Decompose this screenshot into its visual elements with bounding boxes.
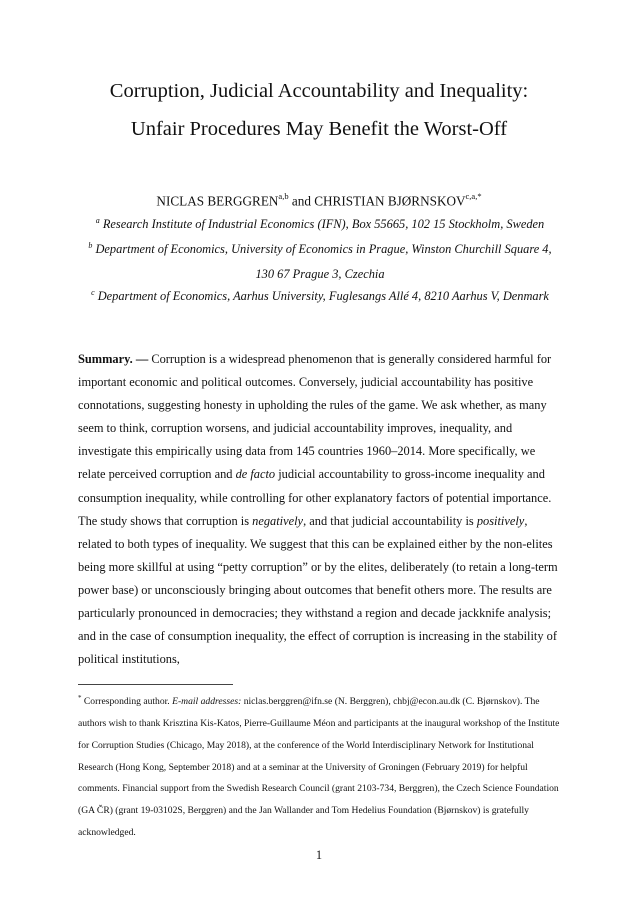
emphasis-de-facto: de facto — [235, 467, 276, 482]
paper-title-line-2: Unfair Procedures May Benefit the Worst-Off — [130, 118, 508, 140]
footnote-email-label: E-mail addresses: — [172, 696, 242, 708]
footnote — [78, 688, 562, 844]
affiliation-c — [78, 280, 562, 309]
paper-title-line-1: Corruption, Judicial Accountability and Inequality: — [109, 80, 529, 102]
summary-text: , related to both types of inequality. We suggest that this can be explained either by the non-elites being more skillful at using “petty corruption” or by the elites, deliberately (to retain a long-term power base) or unconsciously bringing about outcomes that benefit others more. The results are particularly pronounced in democracies; they withstand a region and decade jackknife analysis; and in the case of consumption inequality, the effect of corruption is increasing in the stability of political institutions, — [78, 513, 558, 667]
author-1-affiliation-marks: a,b — [278, 191, 289, 201]
footnote-mark: * — [78, 694, 82, 702]
summary-dash: — — [132, 352, 152, 366]
summary-paragraph — [78, 348, 562, 671]
affiliation-text: Research Institute of Industrial Economics (IFN), Box 55665, 102 15 Stockholm, Sweden — [99, 217, 545, 232]
affiliation-mark: c — [91, 288, 95, 297]
footnote-lead: Corresponding author. — [81, 696, 173, 708]
author-connector: and — [288, 193, 315, 209]
footnote-divider — [78, 684, 233, 685]
author-list — [0, 192, 638, 209]
author-name-2: CHRISTIAN BJØRNSKOV — [314, 193, 466, 209]
page-number: 1 — [315, 848, 323, 862]
emphasis-positively: positively — [476, 513, 525, 528]
emphasis-negatively: negatively — [252, 513, 304, 528]
affiliation-text: Department of Economics, University of Economics in Prague, Winston Churchill Square 4, 130 67 Prague 3, Czechia — [92, 242, 552, 282]
summary-text: Corruption is a widespread phenomenon that is generally considered harmful for important economic and political outcomes. Conversely, judicial accountability has positive connotations, suggesting honesty in upholding the rules of the game. We ask whether, as many seem to think, corruption worsens, and judicial accountability improves, inequality, and investigate this empirically using data from 145 countries 1960–2014. More specifically, we relate perceived corruption and — [78, 352, 552, 482]
affiliation-mark: b — [88, 241, 93, 250]
affiliation-text: Department of Economics, Aarhus University, Fuglesangs Allé 4, 8210 Aarhus V, Denmark — [94, 289, 549, 304]
affiliation-b — [78, 233, 562, 287]
summary-text: judicial accountability to gross-income inequality and consumption inequality, while controlling for other explanatory factors of potential importance. The study shows that corruption is — [78, 467, 552, 528]
footnote-text: niclas.berggren@ifn.se (N. Berggren), chbj@econ.au.dk (C. Bjørnskov). The authors wish to thank Krisztina Kis-Katos, Pierre-Guillaume Méon and participants at the inaugural workshop of the Institute for Corruption Studies (Chicago, May 2018), at the conference of the World Interdisciplinary Network for Institutional Research (Hong Kong, September 2018) and at a seminar at the University of Groningen (February 2019) for helpful comments. Financial support from the Swedish Research Council (grant 2103-734, Berggren), the Czech Science Foundation (GA ČR) (grant 19-03102S, Berggren) and the Jan Wallander and Tom Hedelius Foundation (Bjørnskov) is gratefully acknowledged. — [78, 696, 560, 838]
author-name-1: NICLAS BERGGREN — [156, 193, 279, 209]
affiliation-mark: a — [95, 216, 100, 225]
author-2-affiliation-marks: c,a,* — [465, 191, 482, 201]
summary-label: Summary. — [78, 352, 133, 366]
summary-text: , and that judicial accountability is — [303, 513, 477, 528]
